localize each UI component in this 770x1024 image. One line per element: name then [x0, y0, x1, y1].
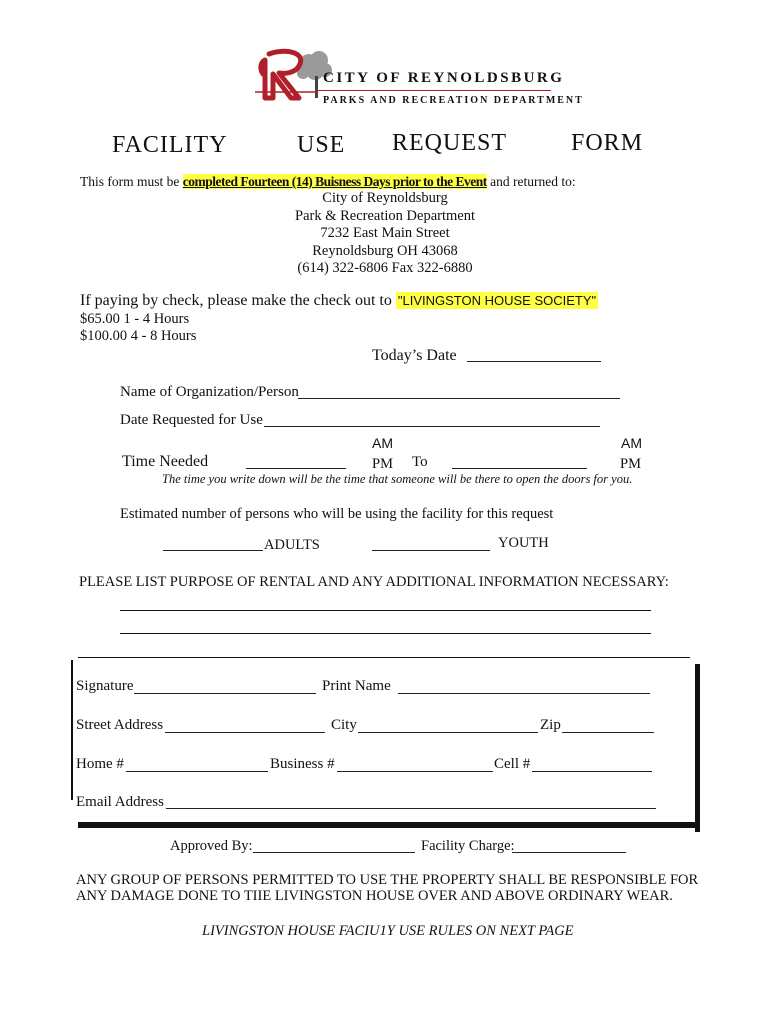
address-line: 7232 East Main Street — [320, 225, 450, 241]
adults-input[interactable] — [163, 550, 263, 551]
todays-date-label: Today’s Date — [372, 347, 457, 364]
address-line: (614) 322-6806 Fax 322-6880 — [297, 260, 473, 276]
city-label: City — [331, 717, 357, 733]
facility-charge-input[interactable] — [512, 852, 626, 853]
date-requested-input[interactable] — [264, 426, 600, 427]
purpose-line-2[interactable] — [120, 633, 651, 634]
contact-box-left — [71, 660, 73, 800]
contact-box-bottom — [78, 822, 700, 828]
business-phone-label: Business # — [270, 756, 335, 772]
start-am-option[interactable]: AM — [372, 435, 393, 451]
logo-department: PARKS AND RECREATION DEPARTMENT — [323, 95, 584, 106]
payment-prefix: If paying by check, please make the check out to — [80, 292, 392, 309]
city-input[interactable] — [358, 732, 538, 733]
payment-payee: "LIVINGSTON HOUSE SOCIETY" — [397, 293, 597, 308]
to-label: To — [412, 454, 428, 470]
end-am-option[interactable]: AM — [621, 435, 642, 451]
title-word-facility: FACILITY — [112, 132, 228, 158]
signature-input[interactable] — [134, 693, 316, 694]
purpose-line-1[interactable] — [120, 610, 651, 611]
home-phone-label: Home # — [76, 756, 124, 772]
footer-rules-note: LIVINGSTON HOUSE FACIU1Y USE RULES ON NEXT PAGE — [202, 923, 574, 939]
start-pm-option[interactable]: PM — [372, 456, 393, 472]
zip-label: Zip — [540, 717, 561, 733]
logo-org-name: CITY OF REYNOLDSBURG — [323, 70, 565, 86]
persons-estimate-label: Estimated number of persons who will be using the facility for this request — [120, 506, 554, 522]
org-person-label: Name of Organization/Person — [120, 384, 299, 400]
email-input[interactable] — [166, 808, 656, 809]
todays-date-input[interactable] — [467, 361, 601, 362]
home-phone-input[interactable] — [126, 771, 268, 772]
title-word-form: FORM — [571, 130, 644, 156]
approved-by-input[interactable] — [253, 852, 415, 853]
address-line: Reynoldsburg OH 43068 — [312, 242, 458, 259]
approved-by-label: Approved By: — [170, 838, 253, 854]
notice-line-2: ANY DAMAGE DONE TO TIIE LIVINGSTON HOUSE OVER AND ABOVE ORDINARY WEAR. — [76, 888, 673, 904]
time-note: The time you write down will be the time that someone will be there to open the doors for you. — [162, 472, 633, 486]
logo — [255, 46, 584, 110]
contact-box-top — [78, 657, 690, 658]
email-label: Email Address — [76, 794, 164, 810]
return-address — [200, 190, 570, 278]
street-address-input[interactable] — [165, 732, 325, 733]
cell-phone-input[interactable] — [532, 771, 652, 772]
intro-prefix: This form must be — [80, 174, 180, 189]
print-name-input[interactable] — [398, 693, 650, 694]
purpose-label: PLEASE LIST PURPOSE OF RENTAL AND ANY ADDITIONAL INFORMATION NECESSARY: — [79, 574, 669, 590]
facility-charge-label: Facility Charge: — [421, 838, 515, 854]
end-pm-option[interactable]: PM — [620, 456, 641, 472]
rate-short: $65.00 1 - 4 Hours — [80, 311, 190, 327]
street-address-label: Street Address — [76, 717, 164, 733]
org-person-input[interactable] — [298, 398, 620, 399]
start-time-input[interactable] — [246, 468, 346, 469]
title-word-request: REQUEST — [392, 130, 507, 156]
end-time-input[interactable] — [452, 468, 587, 469]
contact-box-right — [695, 664, 700, 832]
logo-divider — [317, 90, 551, 91]
intro-suffix: and returned to: — [490, 174, 576, 189]
time-needed-label: Time Needed — [122, 453, 209, 470]
rate-long: $100.00 4 - 8 Hours — [80, 328, 197, 344]
intro-line — [80, 174, 576, 190]
intro-deadline: completed Fourteen (14) Buisness Days prior to the Event — [182, 174, 487, 189]
title-word-use: USE — [297, 132, 346, 158]
business-phone-input[interactable] — [337, 771, 493, 772]
address-line: City of Reynoldsburg — [322, 190, 448, 206]
youth-input[interactable] — [372, 550, 490, 551]
date-requested-label: Date Requested for Use — [120, 412, 263, 428]
cell-phone-label: Cell # — [494, 756, 531, 772]
payment-line — [80, 292, 598, 310]
adults-label: ADULTS — [264, 537, 320, 553]
notice-line-1: ANY GROUP OF PERSONS PERMITTED TO USE THE PROPERTY SHALL BE RESPONSIBLE FOR — [76, 872, 699, 888]
youth-label: YOUTH — [498, 535, 549, 551]
address-line: Park & Recreation Department — [295, 207, 475, 224]
zip-input[interactable] — [562, 732, 654, 733]
print-name-label: Print Name — [322, 678, 391, 694]
signature-label: Signature — [76, 678, 134, 694]
